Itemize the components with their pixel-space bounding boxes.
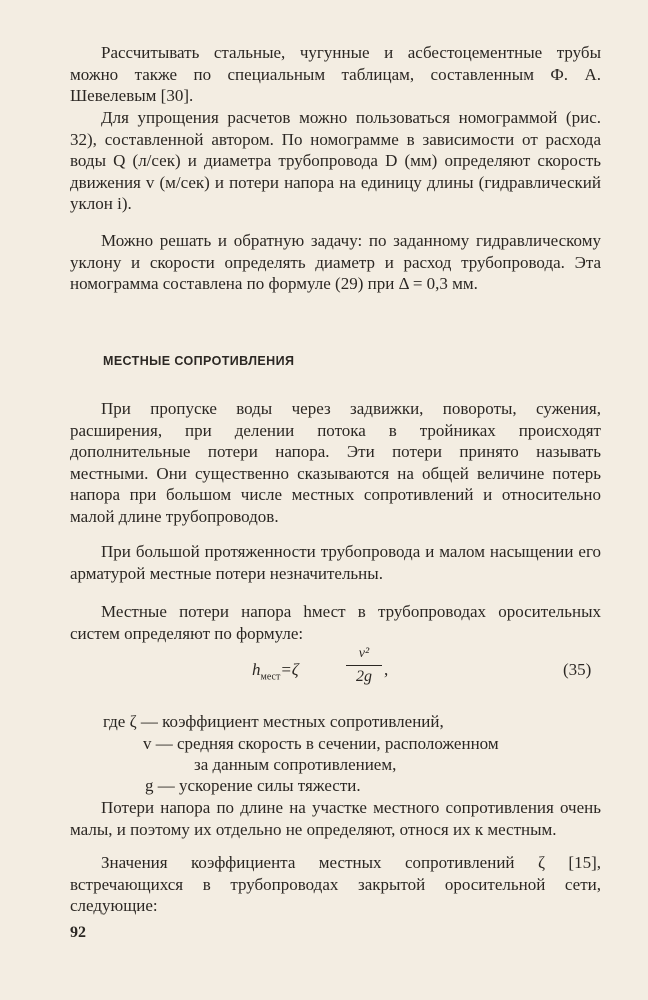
equation-number: (35): [563, 660, 592, 679]
definition-zeta: где ζ — коэффициент местных сопротивлений,: [103, 712, 444, 731]
definition-v-cont: за данным сопротивлением,: [194, 755, 397, 774]
formula-denominator: 2g: [356, 668, 372, 685]
paragraph-formula-intro: Местные потери напора hмест в трубопроводах оросительных систем определяют по формуле:: [70, 602, 601, 643]
formula-numerator: v²: [358, 646, 370, 661]
formula-35: [252, 646, 392, 698]
formula-fraction: [346, 646, 382, 686]
formula-lhs: $h_{мест}=\zeta$: [252, 660, 299, 683]
definition-g: g — ускорение силы тяжести.: [145, 776, 361, 795]
page-number: 92: [70, 924, 86, 941]
paragraph-steel-pipes-tables: Рассчитывать стальные, чугунные и асбестоцементные трубы можно также по специальным таблицам, составленным Ф. А. Шевелевым [30].: [70, 43, 601, 106]
paragraph-local-losses-intro: При пропуске воды через задвижки, повороты, сужения, расширения, при делении потока в тройниках происходят дополнительные потери напора. Эти потери принято называть местными. Они существенно сказываются на общей величине потерь напора при большом числе местных сопротивлений и относительно малой длине трубопроводов.: [70, 399, 601, 526]
fraction-bar: [346, 665, 382, 666]
paragraph-coefficients: Значения коэффициента местных сопротивлений ζ [15], встречающихся в трубопроводах закрытой оросительной сети, следующие:: [70, 853, 601, 916]
paragraph-nomogram: Для упрощения расчетов можно пользоваться номограммой (рис. 32), составленной автором. По номограмме в зависимости от расхода воды Q (л/сек) и диаметра трубопровода D (мм) определяют скорость движения v (м/сек) и потери напора на единицу длины (гидравлический уклон i).: [70, 108, 601, 214]
paragraph-long-pipeline: При большой протяженности трубопровода и малом насыщении его арматурой местные потери незначительны.: [70, 542, 601, 583]
paragraph-inverse-task: Можно решать и обратную задачу: по заданному гидравлическому уклону и скорости определять диаметр и расход трубопровода. Эта номограмма составлена по формуле (29) при Δ = 0,3 мм.: [70, 231, 601, 294]
formula-comma: ,: [384, 660, 389, 679]
paragraph-length-losses: Потери напора по длине на участке местного сопротивления очень малы, и поэтому их отдельно не определяют, относя их к местным.: [70, 798, 601, 839]
section-heading: МЕСТНЫЕ СОПРОТИВЛЕНИЯ: [103, 354, 295, 368]
definition-v: v — средняя скорость в сечении, расположенном: [143, 734, 499, 753]
